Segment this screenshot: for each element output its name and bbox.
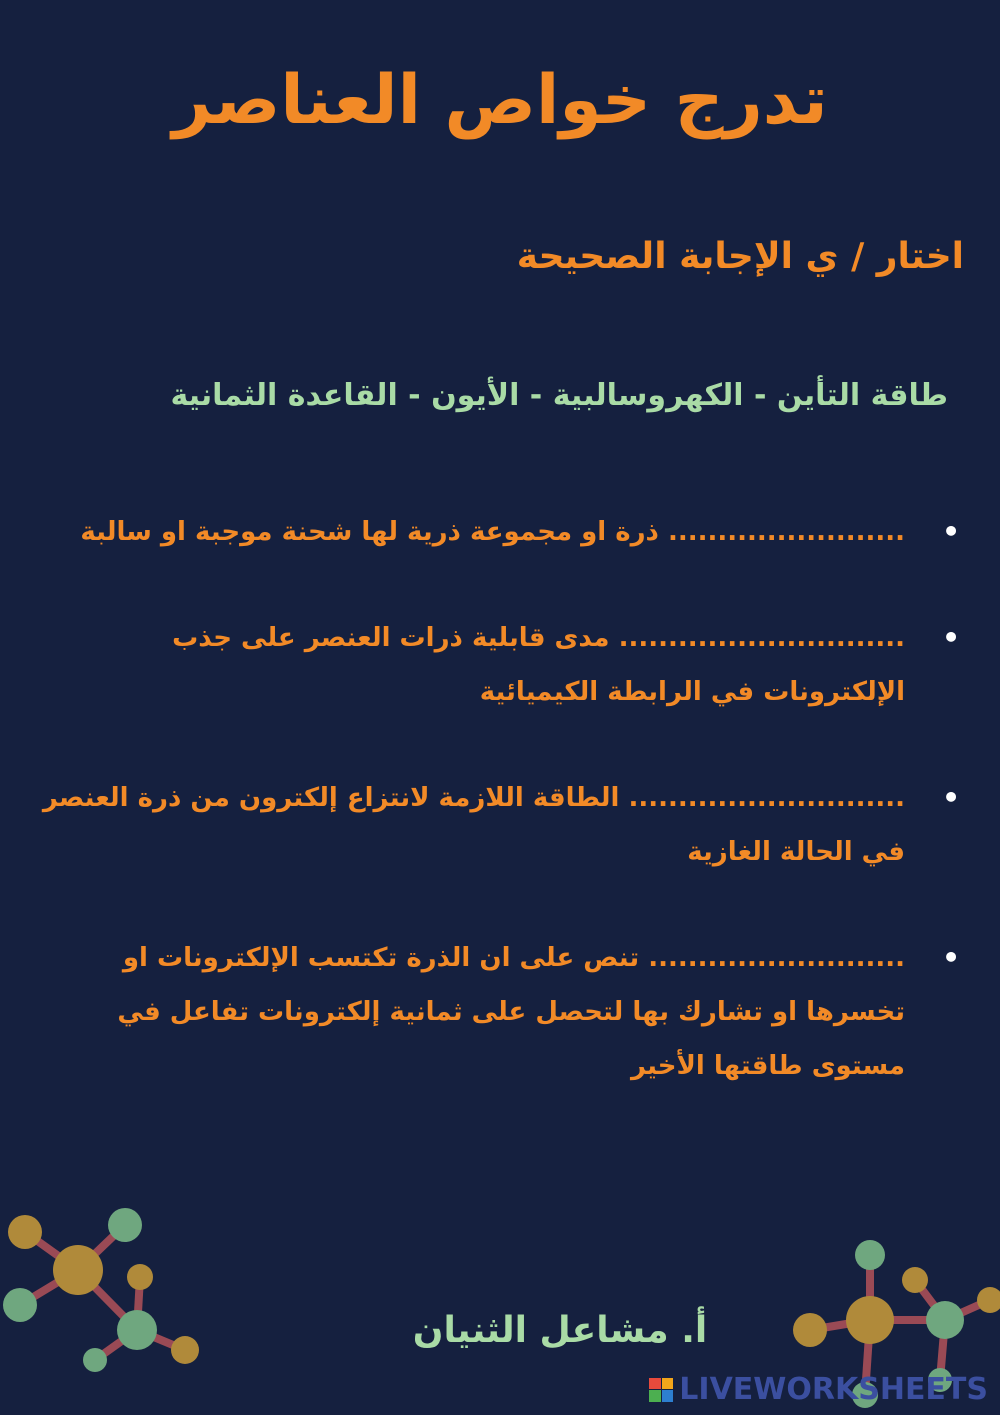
author-name: أ. مشاعل الثنيان xyxy=(412,1310,708,1351)
word-bank: طاقة التأين - الكهروسالبية - الأيون - القاعدة الثمانية xyxy=(170,378,948,413)
question-item xyxy=(40,771,960,879)
bullet-icon: • xyxy=(942,621,960,654)
question-text: ذرة او مجموعة ذرية لها شحنة موجبة او سالبة xyxy=(80,517,659,547)
bullet-icon: • xyxy=(942,781,960,814)
question-item xyxy=(40,611,960,719)
watermark-text: LIVEWORKSHEETS xyxy=(679,1372,988,1407)
question-list xyxy=(40,505,960,1093)
question-text: تنص على ان الذرة تكتسب الإلكترونات او تخسرها او تشارك بها لتحصل على ثمانية إلكترونات تفاعل في مستوى طاقتها الأخير xyxy=(117,943,905,1081)
question-item xyxy=(40,931,960,1093)
liveworksheets-logo-icon xyxy=(649,1378,673,1402)
instruction-heading: اختار / ي الإجابة الصحيحة xyxy=(516,236,964,277)
molecule-left-icon xyxy=(0,1200,220,1380)
question-text: مدى قابلية ذرات العنصر على جذب الإلكترونات في الرابطة الكيميائية xyxy=(172,623,905,707)
question-text: الطاقة اللازمة لانتزاع إلكترون من ذرة العنصر في الحالة الغازية xyxy=(42,783,905,867)
question-item xyxy=(40,505,960,559)
bullet-icon: • xyxy=(942,515,960,548)
watermark xyxy=(649,1372,988,1407)
answer-blank[interactable]: ........................ xyxy=(667,517,905,547)
answer-blank[interactable]: .......................... xyxy=(648,943,905,973)
answer-blank[interactable]: ............................. xyxy=(618,623,905,653)
page-title: تدرج خواص العناصر xyxy=(172,61,828,140)
answer-blank[interactable]: ............................ xyxy=(628,783,905,813)
bullet-icon: • xyxy=(942,941,960,974)
